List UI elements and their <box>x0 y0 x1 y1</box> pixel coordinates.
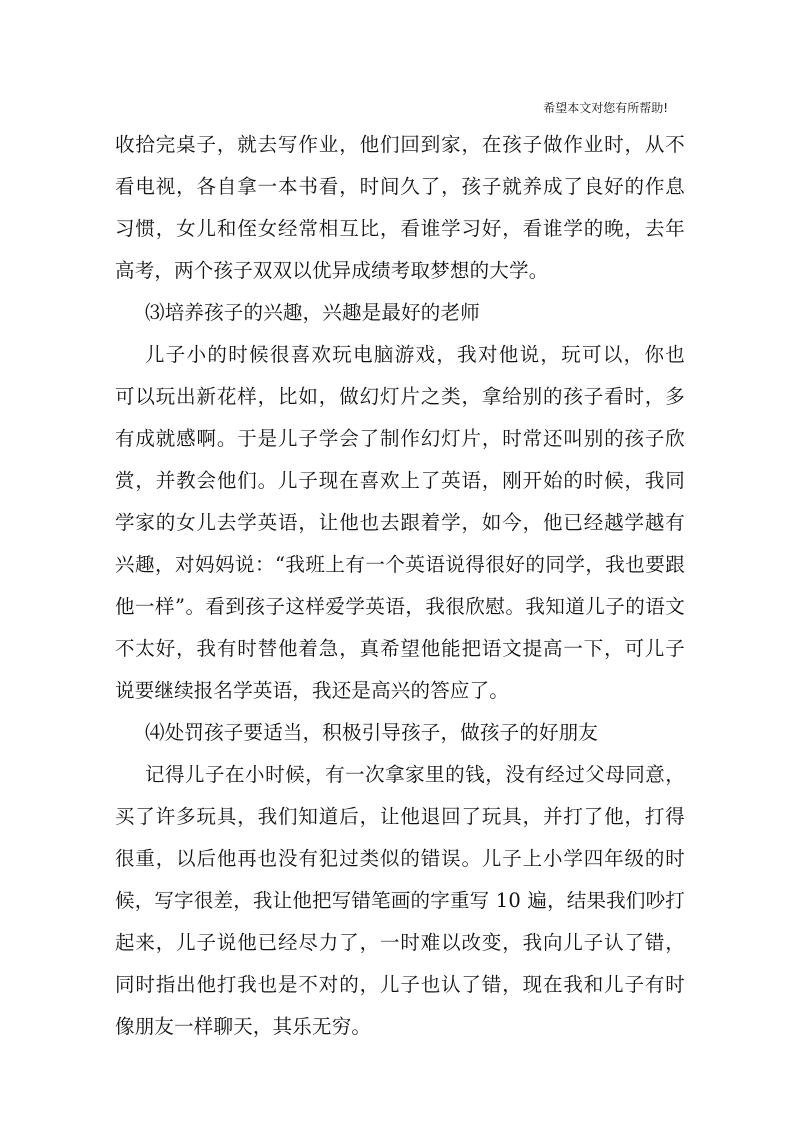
text-line: 学家的女儿去学英语，让他也去跟着学，如今，他已经越学越有 <box>115 511 685 534</box>
text-line: 高考，两个孩子双双以优异成绩考取梦想的大学。 <box>115 259 549 282</box>
text-line: 很重，以后他再也没有犯过类似的错误。儿子上小学四年级的时 <box>115 847 685 870</box>
section-heading-3: ⑶培养孩子的兴趣，兴趣是最好的老师 <box>145 301 480 324</box>
body-text <box>115 124 685 1048</box>
text-line: 像朋友一样聊天，其乐无穷。 <box>115 1015 372 1038</box>
text-line: 他一样”。看到孩子这样爱学英语，我很欣慰。我知道儿子的语文 <box>115 595 685 618</box>
text-line: 同时指出他打我也是不对的，儿子也认了错，现在我和儿子有时 <box>115 973 685 996</box>
text-line: 买了许多玩具，我们知道后，让他退回了玩具，并打了他，打得 <box>115 805 685 828</box>
text-line: 赏，并教会他们。儿子现在喜欢上了英语，刚开始的时候，我同 <box>115 469 685 492</box>
header-note: 希望本文对您有所帮助! <box>543 101 668 115</box>
text-line: 有成就感啊。于是儿子学会了制作幻灯片，时常还叫别的孩子欣 <box>115 427 685 450</box>
text-line: 说要继续报名学英语，我还是高兴的答应了。 <box>115 679 510 702</box>
text-line: 看电视，各自拿一本书看，时间久了，孩子就养成了良好的作息 <box>115 175 685 198</box>
text-line: 记得儿子在小时候，有一次拿家里的钱，没有经过父母同意， <box>145 763 685 786</box>
text-line: 收拾完桌子，就去写作业，他们回到家，在孩子做作业时，从不 <box>115 133 685 156</box>
text-line: 儿子小的时候很喜欢玩电脑游戏，我对他说，玩可以，你也 <box>145 343 685 366</box>
text-line: 习惯，女儿和侄女经常相互比，看谁学习好，看谁学的晚，去年 <box>115 217 685 240</box>
text-line: 起来，儿子说他已经尽力了，一时难以改变，我向儿子认了错， <box>115 931 685 954</box>
text-line: 兴趣，对妈妈说：“我班上有一个英语说得很好的同学，我也要跟 <box>115 553 685 576</box>
text-line: 不太好，我有时替他着急，真希望他能把语文提高一下，可儿子 <box>115 637 685 660</box>
text-line: 候，写字很差，我让他把写错笔画的字重写 10 遍，结果我们吵打 <box>115 889 685 912</box>
text-line: 可以玩出新花样，比如，做幻灯片之类，拿给别的孩子看时，多 <box>115 385 685 408</box>
section-heading-4: ⑷处罚孩子要适当，积极引导孩子，做孩子的好朋友 <box>145 721 599 744</box>
